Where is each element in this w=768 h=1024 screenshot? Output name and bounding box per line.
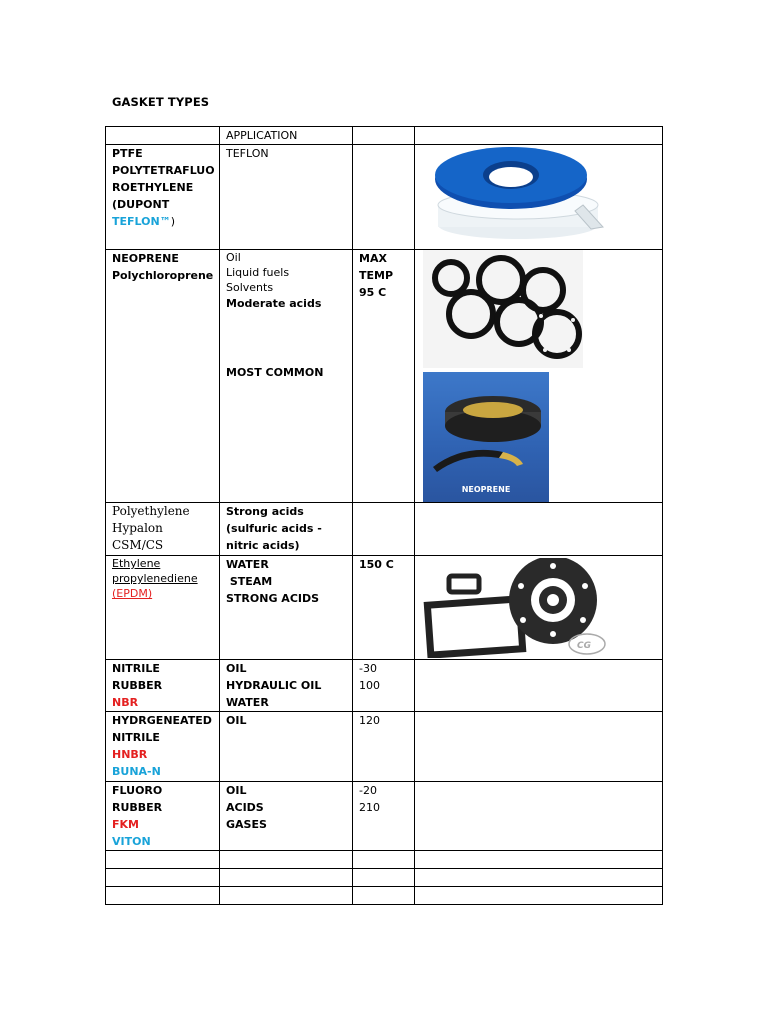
row-fkm bbox=[106, 782, 663, 851]
fkm-abbrev: FKM bbox=[112, 818, 139, 831]
epdm-name-cell bbox=[106, 556, 220, 660]
fkm-application-cell bbox=[220, 782, 353, 851]
ptfe-name-line: POLYTETRAFLUO bbox=[112, 164, 215, 177]
neoprene-application-cell bbox=[220, 250, 353, 503]
neoprene-gaskets-image bbox=[423, 250, 583, 368]
epdm-app: WATER bbox=[226, 558, 269, 571]
epdm-app: STRONG ACIDS bbox=[226, 592, 320, 605]
neoprene-name-line: Polychloroprene bbox=[112, 269, 214, 282]
nbr-temp-line: -30 bbox=[359, 662, 377, 675]
nbr-image-cell bbox=[415, 660, 663, 712]
header-row bbox=[106, 127, 663, 145]
hypalon-image-cell bbox=[415, 503, 663, 556]
fkm-name: FLUORO RUBBER bbox=[112, 784, 163, 814]
neoprene-app: Solvents bbox=[226, 281, 274, 294]
ptfe-name-line: ROETHYLENE bbox=[112, 181, 194, 194]
neoprene-temp-cell bbox=[353, 250, 415, 503]
hypalon-name-line: CSM/CS bbox=[112, 538, 164, 552]
fkm-temp-line: 210 bbox=[359, 801, 380, 814]
epdm-abbrev: (EPDM) bbox=[112, 587, 153, 600]
fkm-temp-line: -20 bbox=[359, 784, 377, 797]
ptfe-image-cell bbox=[415, 145, 663, 250]
cg-logo: CG bbox=[577, 641, 591, 651]
nbr-temp-cell bbox=[353, 660, 415, 712]
hnbr-abbrev: HNBR bbox=[112, 748, 148, 761]
fkm-app: OIL bbox=[226, 784, 247, 797]
neoprene-name-line: NEOPRENE bbox=[112, 252, 179, 265]
fkm-temp-cell bbox=[353, 782, 415, 851]
row-nbr bbox=[106, 660, 663, 712]
ptfe-name-cell bbox=[106, 145, 220, 250]
ptfe-name-line: PTFE bbox=[112, 147, 143, 160]
nbr-name-cell bbox=[106, 660, 220, 712]
ptfe-brand-suffix: ) bbox=[170, 215, 176, 228]
epdm-gaskets-image bbox=[423, 558, 609, 658]
hypalon-temp bbox=[353, 503, 415, 556]
epdm-name-line: propylenediene bbox=[112, 572, 198, 585]
neoprene-app: Liquid fuels bbox=[226, 266, 290, 279]
neoprene-name-cell bbox=[106, 250, 220, 503]
header-cell-empty bbox=[415, 127, 663, 145]
hypalon-name-cell bbox=[106, 503, 220, 556]
fkm-image-cell bbox=[415, 782, 663, 851]
row-hnbr bbox=[106, 712, 663, 782]
empty-row bbox=[106, 869, 663, 887]
epdm-temp: 150 C bbox=[353, 556, 415, 660]
neoprene-note: MOST COMMON bbox=[226, 366, 324, 379]
header-cell-empty bbox=[106, 127, 220, 145]
nbr-app: OIL bbox=[226, 662, 247, 675]
row-hypalon bbox=[106, 503, 663, 556]
ptfe-brand-line bbox=[112, 213, 213, 230]
header-cell-empty bbox=[353, 127, 415, 145]
neoprene-strip-image bbox=[423, 372, 549, 502]
neoprene-temp-line: 95 C bbox=[359, 286, 387, 299]
neoprene-app: Moderate acids bbox=[226, 297, 322, 310]
ptfe-application: TEFLON bbox=[220, 145, 353, 250]
neoprene-temp-line: MAX bbox=[359, 252, 387, 265]
hnbr-image-cell bbox=[415, 712, 663, 782]
nbr-temp-line: 100 bbox=[359, 679, 380, 692]
nbr-app: WATER bbox=[226, 696, 269, 709]
row-epdm bbox=[106, 556, 663, 660]
epdm-application-cell bbox=[220, 556, 353, 660]
hnbr-application: OIL bbox=[220, 712, 353, 782]
hypalon-name-line: Hypalon bbox=[112, 521, 163, 535]
ptfe-brand: TEFLON™ bbox=[112, 215, 171, 228]
empty-row bbox=[106, 887, 663, 905]
epdm-app: STEAM bbox=[226, 575, 273, 588]
epdm-image-cell bbox=[415, 556, 663, 660]
hnbr-temp: 120 bbox=[353, 712, 415, 782]
ptfe-name-line: (DUPONT bbox=[112, 198, 170, 211]
hnbr-alt: BUNA-N bbox=[112, 765, 161, 778]
fkm-app: ACIDS bbox=[226, 801, 264, 814]
gasket-table bbox=[105, 126, 663, 905]
fkm-alt: VITON bbox=[112, 835, 151, 848]
hnbr-name-line: NITRILE bbox=[112, 731, 160, 744]
nbr-app: HYDRAULIC OIL bbox=[226, 679, 322, 692]
neoprene-image-cell bbox=[415, 250, 663, 503]
neoprene-image-label: NEOPRENE bbox=[461, 485, 511, 494]
row-ptfe bbox=[106, 145, 663, 250]
nbr-application-cell bbox=[220, 660, 353, 712]
teflon-tape-image bbox=[423, 145, 613, 241]
row-neoprene bbox=[106, 250, 663, 503]
fkm-name-cell bbox=[106, 782, 220, 851]
empty-row bbox=[106, 851, 663, 869]
neoprene-temp-line: TEMP bbox=[359, 269, 394, 282]
epdm-name-line: Ethylene bbox=[112, 557, 161, 570]
ptfe-temp bbox=[353, 145, 415, 250]
neoprene-app: Oil bbox=[226, 251, 241, 264]
nbr-name: NITRILE RUBBER bbox=[112, 662, 163, 692]
hnbr-name-cell bbox=[106, 712, 220, 782]
hypalon-name-line: Polyethylene bbox=[112, 504, 190, 518]
fkm-app: GASES bbox=[226, 818, 267, 831]
nbr-abbrev: NBR bbox=[112, 696, 139, 709]
header-application: APPLICATION bbox=[220, 127, 353, 145]
document-title: GASKET TYPES bbox=[112, 95, 210, 109]
hypalon-application: Strong acids (sulfuric acids -nitric acids) bbox=[220, 503, 353, 556]
hnbr-name-line: HYDRGENEATED bbox=[112, 714, 212, 727]
